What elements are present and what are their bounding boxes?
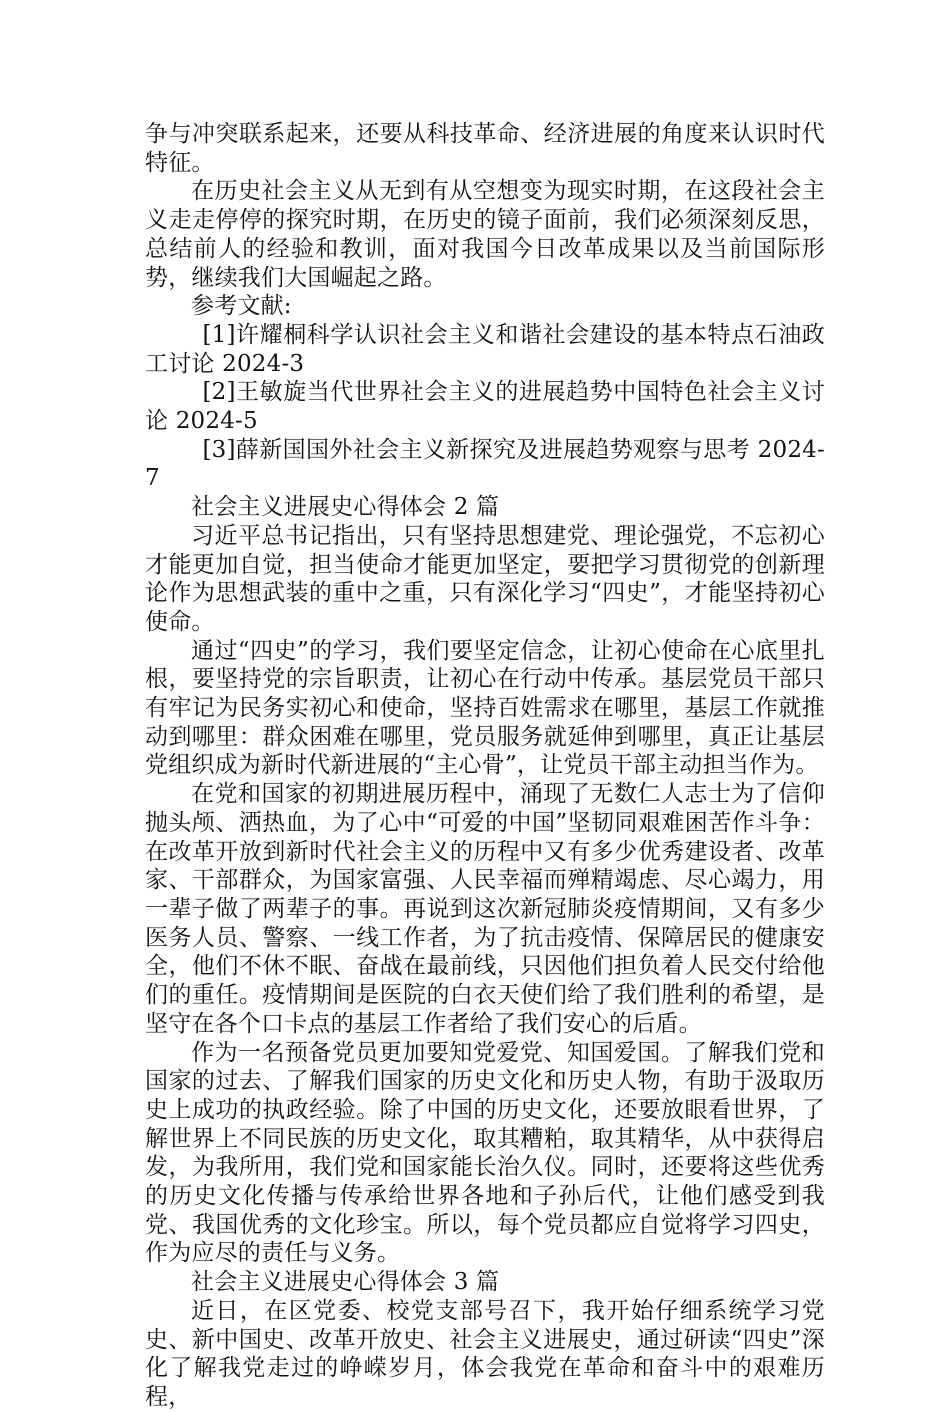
reference-item-1: [1]许耀桐科学认识社会主义和谐社会建设的基本特点石油政工讨论 2024-3	[145, 321, 825, 377]
reference-item-2: [2]王敏旋当代世界社会主义的进展趋势中国特色社会主义讨论 2024-5	[145, 379, 825, 435]
paragraph-recent-study: 近日，在区党委、校党支部号召下，我开始仔细系统学习党史、新中国史、改革开放史、社会主义进展史，通过研读“四史”深化了解我党走过的峥嵘岁月，体会我党在革命和奋斗中的艰难历程，	[145, 1297, 825, 1410]
reference-item-3: [3]薛新国国外社会主义新探究及进展趋势观察与思考 2024-7	[145, 436, 825, 492]
document-body	[145, 120, 825, 1412]
paragraph-four-histories: 通过“四史”的学习，我们要坚定信念，让初心使命在心底里扎根，要坚持党的宗旨职责，让初心在行动中传承。基层党员干部只有牢记为民务实初心和使命，坚持百姓需求在哪里，基层工作就推动到哪里：群众困难在哪里，党员服务就延伸到哪里，真正让基层党组织成为新时代新进展的“主心骨”，让党员干部主动担当作为。	[145, 637, 825, 779]
references-heading: 参考文献:	[191, 293, 292, 320]
section-heading-3: 社会主义进展史心得体会 3 篇	[191, 1269, 500, 1296]
paragraph-continuation: 争与冲突联系起来，还要从科技革命、经济进展的角度来认识时代特征。	[145, 121, 825, 176]
paragraph-history-heroes: 在党和国家的初期进展历程中，涌现了无数仁人志士为了信仰抛头颅、洒热血，为了心中“可爱的中国”坚韧同艰难困苦作斗争：在改革开放到新时代社会主义的历程中又有多少优秀建设者、改革家、干部群众，为国家富强、人民幸福而殚精竭虑、尽心竭力，用一辈子做了两辈子的事。再说到这次新冠肺炎疫情期间，又有多少医务人员、警察、一线工作者，为了抗击疫情、保障居民的健康安全，他们不休不眠、奋战在最前线，只因他们担负着人民交付给他们的重任。疫情期间是医院的白衣天使们给了我们胜利的希望，是坚守在各个口卡点的基层工作者给了我们安心的后盾。	[145, 781, 825, 1037]
paragraph-party-member: 作为一名预备党员更加要知党爱党、知国爱国。了解我们党和国家的过去、了解我们国家的历史文化和历史人物，有助于汲取历史上成功的执政经验。除了中国的历史文化，还要放眼看世界，了解世界上不同民族的历史文化，取其糟粕，取其精华，从中获得启发，为我所用，我们党和国家能长治久仪。同时，还要将这些优秀的历史文化传播与传承给世界各地和子孙后代，让他们感受到我党、我国优秀的文化珍宝。所以，每个党员都应自觉将学习四史，作为应尽的责任与义务。	[145, 1039, 825, 1267]
paragraph-quote: 习近平总书记指出，只有坚持思想建党、理论强党，不忘初心才能更加自觉，担当使命才能更加坚定，要把学习贯彻党的创新理论作为思想武装的重中之重，只有深化学习“四史”，才能坚持初心使命。	[145, 522, 825, 635]
section-heading-2: 社会主义进展史心得体会 2 篇	[191, 494, 500, 521]
paragraph-reflection: 在历史社会主义从无到有从空想变为现实时期，在这段社会主义走走停停的探究时期，在历史的镜子面前，我们必须深刻反思，总结前人的经验和教训，面对我国今日改革成果以及当前国际形势，继续我们大国崛起之路。	[145, 178, 825, 291]
